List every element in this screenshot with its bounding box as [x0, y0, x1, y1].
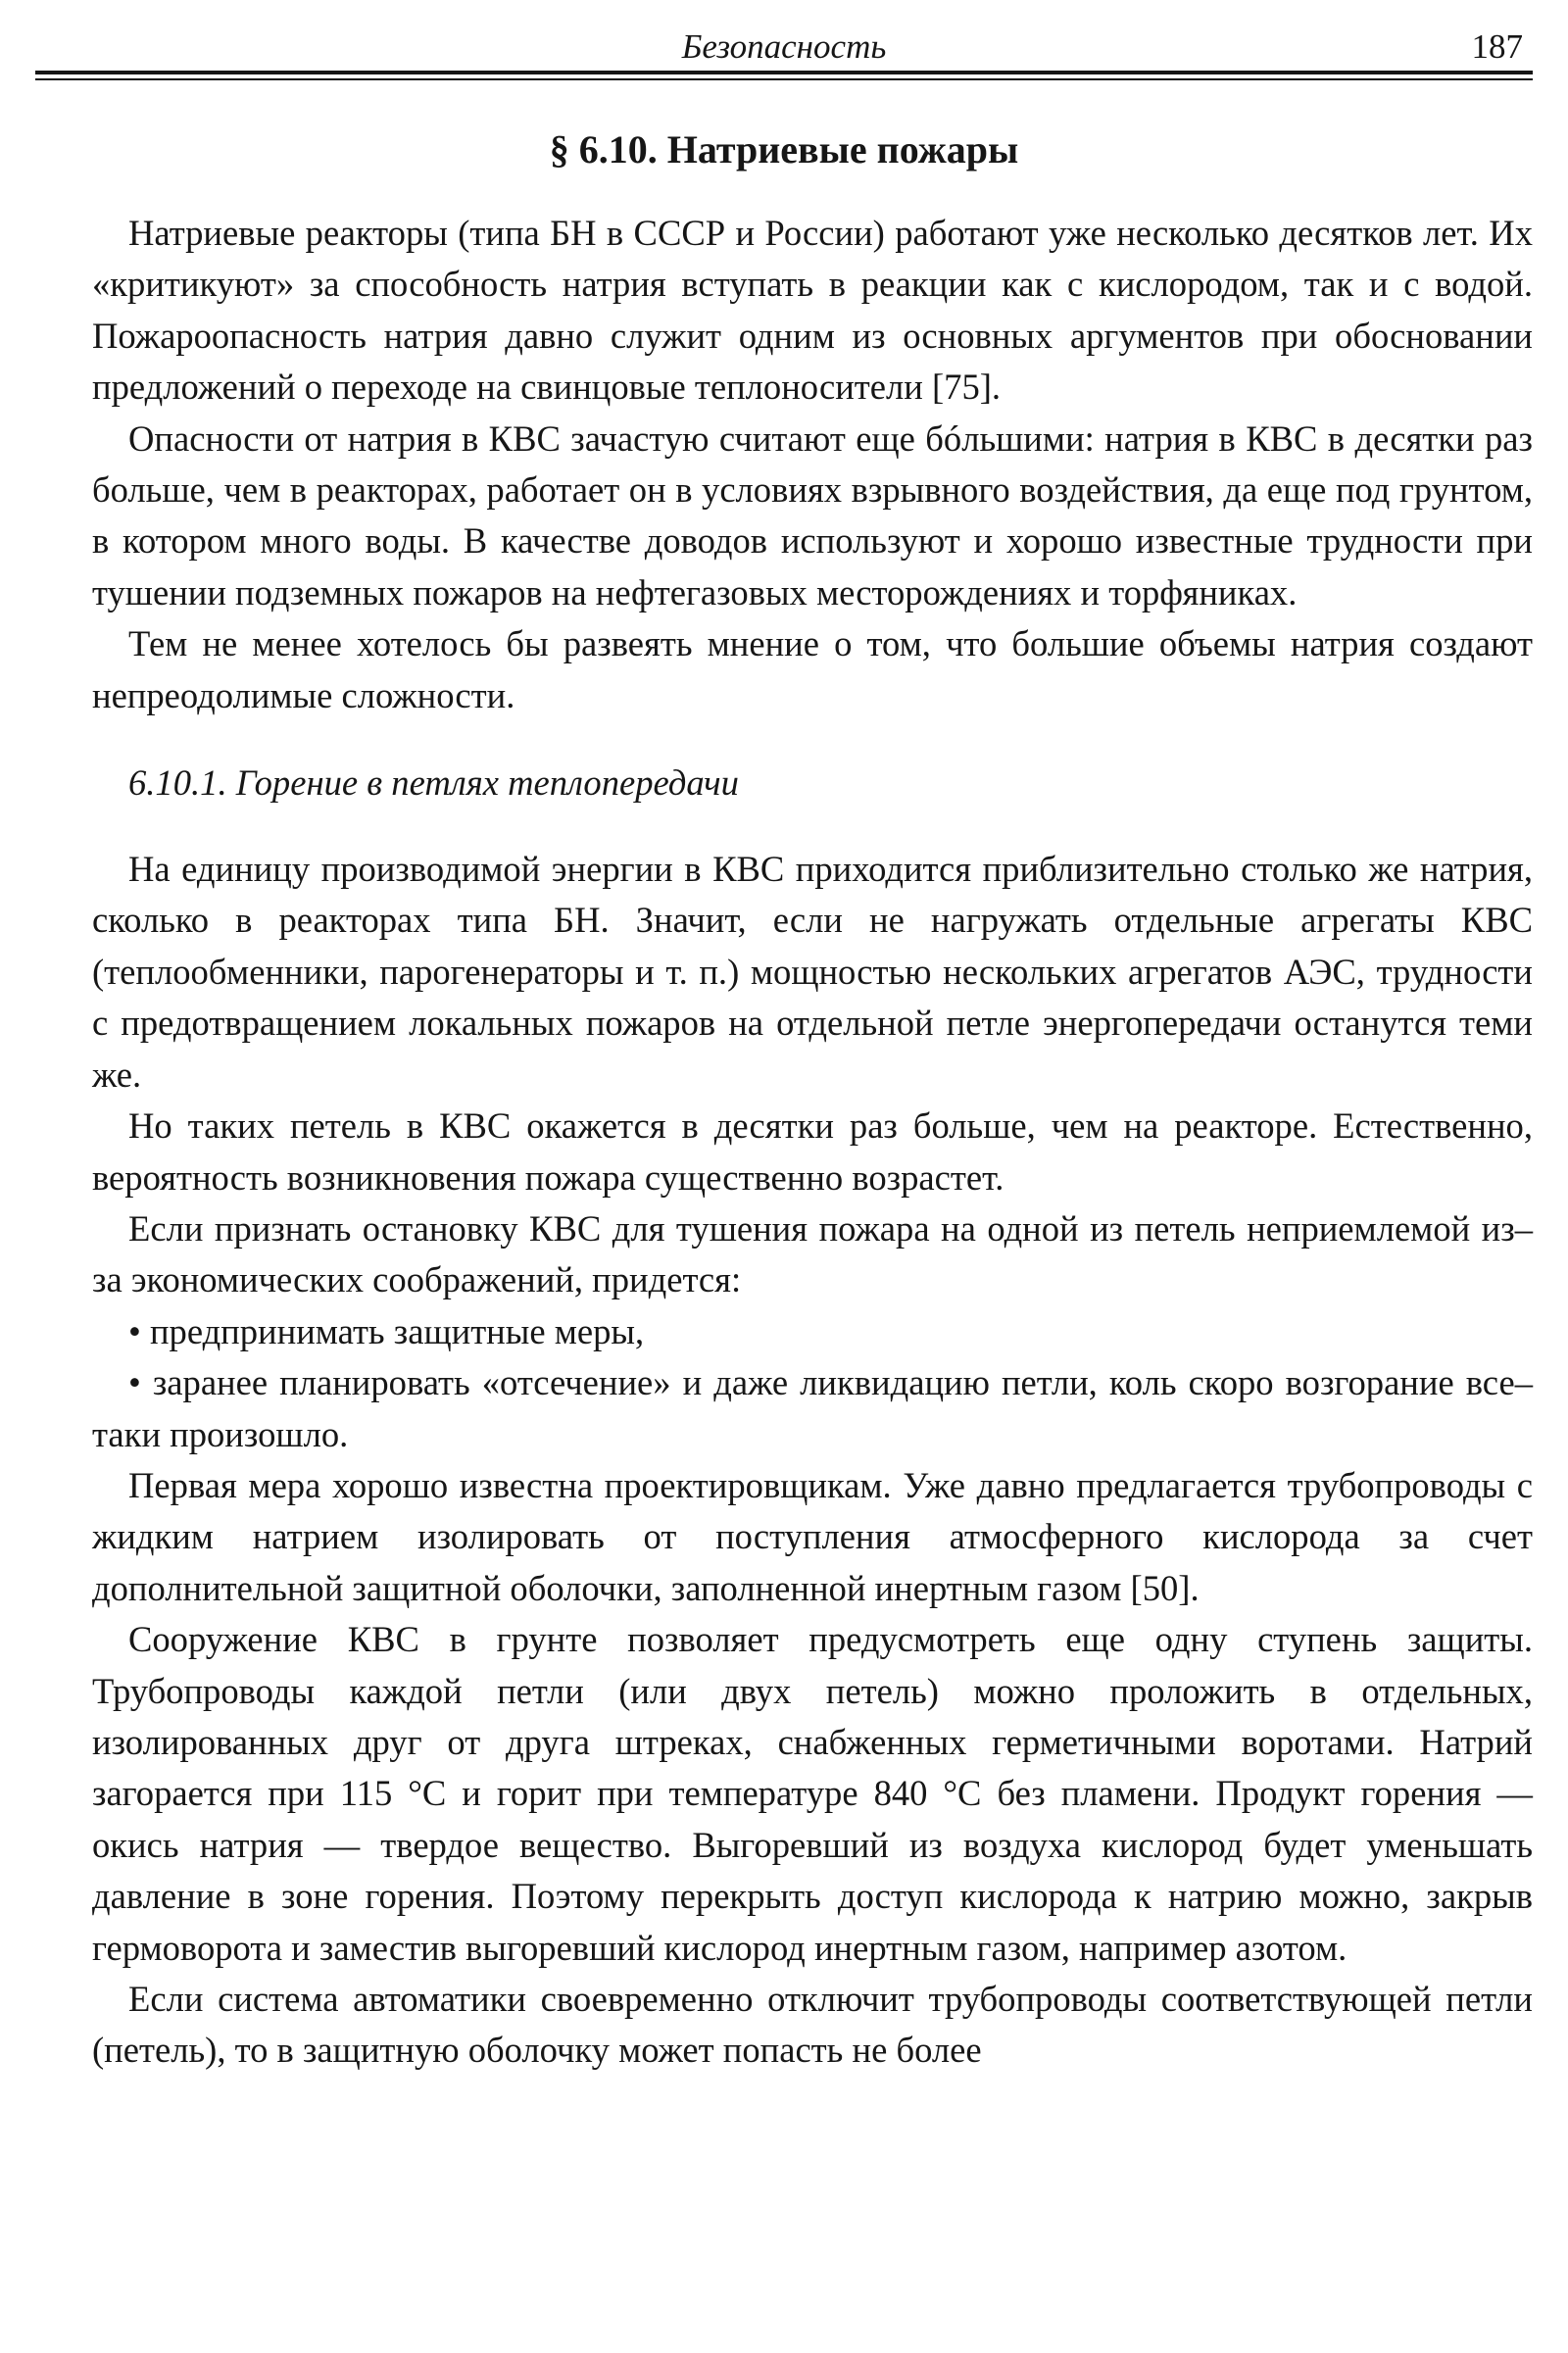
- paragraph: Если система автоматики своевременно отключит трубопроводы соответствующей петли (петель), то в защитную оболочку может попасть не более: [92, 1979, 1533, 2071]
- running-title: Безопасность: [681, 27, 887, 66]
- paragraph: Тем не менее хотелось бы развеять мнение о том, что большие объемы натрия создают непреодолимые сложности.: [92, 623, 1533, 715]
- paragraph: Натриевые реакторы (типа БН в СССР и России) работают уже несколько десятков лет. Их «критикуют» за способность натрия вступать в реакции как с кислородом, так и с водой. Пожароопасность натрия давно служит одним из основных аргументов при обосновании предложений о переходе на свинцовые теплоносители [75].: [92, 213, 1533, 408]
- body-text: [92, 208, 1533, 2077]
- running-head: [35, 22, 1533, 76]
- header-rule-thin: [35, 78, 1533, 80]
- paragraph: Если признать остановку КВС для тушения пожара на одной из петель неприемлемой из–за экономических соображений, придется:: [92, 1207, 1533, 1300]
- paragraph: На единицу производимой энергии в КВС приходится приблизительно столько же натрия, сколько в реакторах типа БН. Значит, если не нагружать отдельные агрегаты КВС (теплообменники, парогенераторы и т. п.) мощностью нескольких агрегатов АЭС, трудности с предотвращением локальных пожаров на отдельной петле энергопередачи останутся теми же.: [92, 849, 1533, 1095]
- subsection-heading: 6.10.1. Горение в петлях теплопередачи: [128, 762, 739, 804]
- paragraph: Опасности от натрия в КВС зачастую считают еще бóльшими: натрия в КВС в десятки раз больше, чем в реакторах, работает он в условиях взрывного воздействия, да еще под грунтом, в котором много воды. В качестве доводов используют и хорошо известные трудности при тушении подземных пожаров на нефтегазовых месторождениях и торфяниках.: [92, 417, 1533, 613]
- paragraph: Первая мера хорошо известна проектировщикам. Уже давно предлагается трубопроводы с жидким натрием изолировать от поступления атмосферного кислорода за счет дополнительной защитной оболочки, заполненной инертным газом [50].: [92, 1464, 1533, 1608]
- header-rule-thick: [35, 71, 1533, 74]
- paragraph: Сооружение КВС в грунте позволяет предусмотреть еще одну ступень защиты. Трубопроводы каждой петли (или двух петель) можно проложить в отдельных, изолированных друг от друга штреках, снабженных герметичными воротами. Натрий загорается при 115 °C и горит при температуре 840 °C без пламени. Продукт горения — окись натрия — твердое вещество. Выгоревший из воздуха кислород будет уменьшать давление в зоне горения. Поэтому перекрыть доступ кислорода к натрию можно, закрыв гермоворота и заместив выгоревший кислород инертным газом, например азотом.: [92, 1619, 1533, 1968]
- page-number: 187: [1471, 27, 1523, 66]
- section-heading: § 6.10. Натриевые пожары: [549, 127, 1019, 172]
- bullet-item: • заранее планировать «отсечение» и даже ликвидацию петли, коль скоро возгорание все–таки произошло.: [92, 1362, 1533, 1454]
- paragraph: Но таких петель в КВС окажется в десятки раз больше, чем на реакторе. Естественно, вероятность возникновения пожара существенно возрастет.: [92, 1105, 1533, 1198]
- bullet-item: • предпринимать защитные меры,: [128, 1310, 645, 1351]
